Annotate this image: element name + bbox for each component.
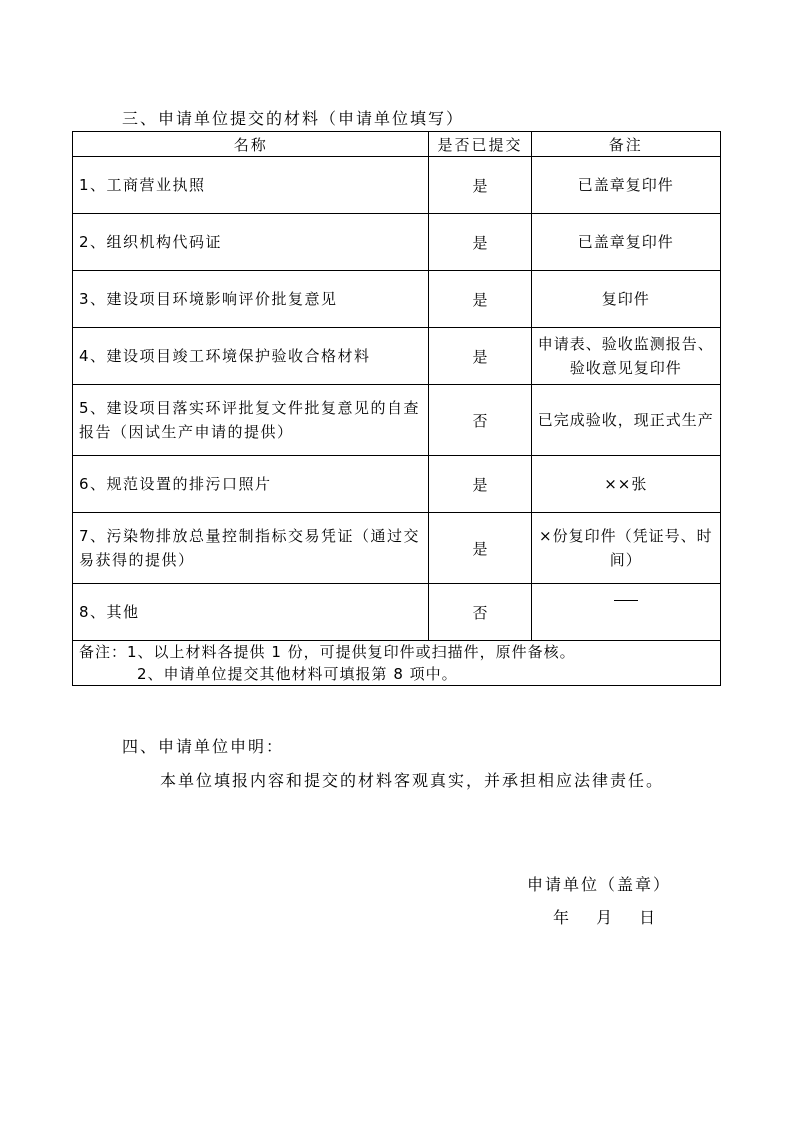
- footnote-1: 备注：1、以上材料各提供 1 份，可提供复印件或扫描件，原件备核。: [79, 643, 576, 661]
- header-name: 名称: [73, 132, 429, 157]
- header-note: 备注: [531, 132, 720, 157]
- applicant-seal-label: 申请单位（盖章）: [527, 875, 672, 894]
- row-name: 1、工商营业执照: [73, 157, 429, 214]
- row-note: 申请表、验收监测报告、验收意见复印件: [531, 328, 720, 385]
- declaration-text: 本单位填报内容和提交的材料客观真实，并承担相应法律责任。: [160, 771, 665, 790]
- row-note: 已完成验收，现正式生产: [531, 385, 720, 456]
- row-name: 5、建设项目落实环评批复文件批复意见的自查报告（因试生产申请的提供）: [73, 385, 429, 456]
- row-name: 6、规范设置的排污口照片: [73, 456, 429, 513]
- table-row: [73, 385, 721, 456]
- date-line: 年 月 日: [553, 908, 656, 927]
- row-note: 已盖章复印件: [531, 157, 720, 214]
- row-note: 复印件: [531, 271, 720, 328]
- dash-mark: [614, 600, 638, 625]
- table-row: [73, 513, 721, 584]
- table-row: [73, 584, 721, 641]
- row-submitted: 是: [429, 513, 531, 584]
- row-note: 已盖章复印件: [531, 214, 720, 271]
- table-row: [73, 456, 721, 513]
- table-row: [73, 157, 721, 214]
- row-name: 7、污染物排放总量控制指标交易凭证（通过交易获得的提供）: [73, 513, 429, 584]
- row-name: 8、其他: [73, 584, 429, 641]
- table-row: [73, 214, 721, 271]
- table-footnote-row: [73, 641, 721, 686]
- section-4-title: 四、申请单位申明：: [122, 737, 285, 756]
- header-submitted: 是否已提交: [429, 132, 531, 157]
- row-name: 3、建设项目环境影响评价批复意见: [73, 271, 429, 328]
- row-submitted: 否: [429, 584, 531, 641]
- row-submitted: 是: [429, 214, 531, 271]
- footnote-2: 2、申请单位提交其他材料可填报第 8 项中。: [137, 665, 458, 683]
- row-note: ××张: [531, 456, 720, 513]
- section-3-title: 三、申请单位提交的材料（申请单位填写）: [122, 109, 465, 128]
- row-submitted: 是: [429, 456, 531, 513]
- row-name: 2、组织机构代码证: [73, 214, 429, 271]
- table-row: [73, 271, 721, 328]
- table-header-row: [73, 132, 721, 157]
- row-submitted: 是: [429, 328, 531, 385]
- row-name: 4、建设项目竣工环境保护验收合格材料: [73, 328, 429, 385]
- row-submitted: 是: [429, 157, 531, 214]
- row-submitted: 否: [429, 385, 531, 456]
- row-note: [531, 584, 720, 641]
- table-row: [73, 328, 721, 385]
- row-submitted: 是: [429, 271, 531, 328]
- materials-table: [72, 131, 721, 686]
- row-note: ×份复印件（凭证号、时间）: [531, 513, 720, 584]
- table-footnote: [73, 641, 721, 686]
